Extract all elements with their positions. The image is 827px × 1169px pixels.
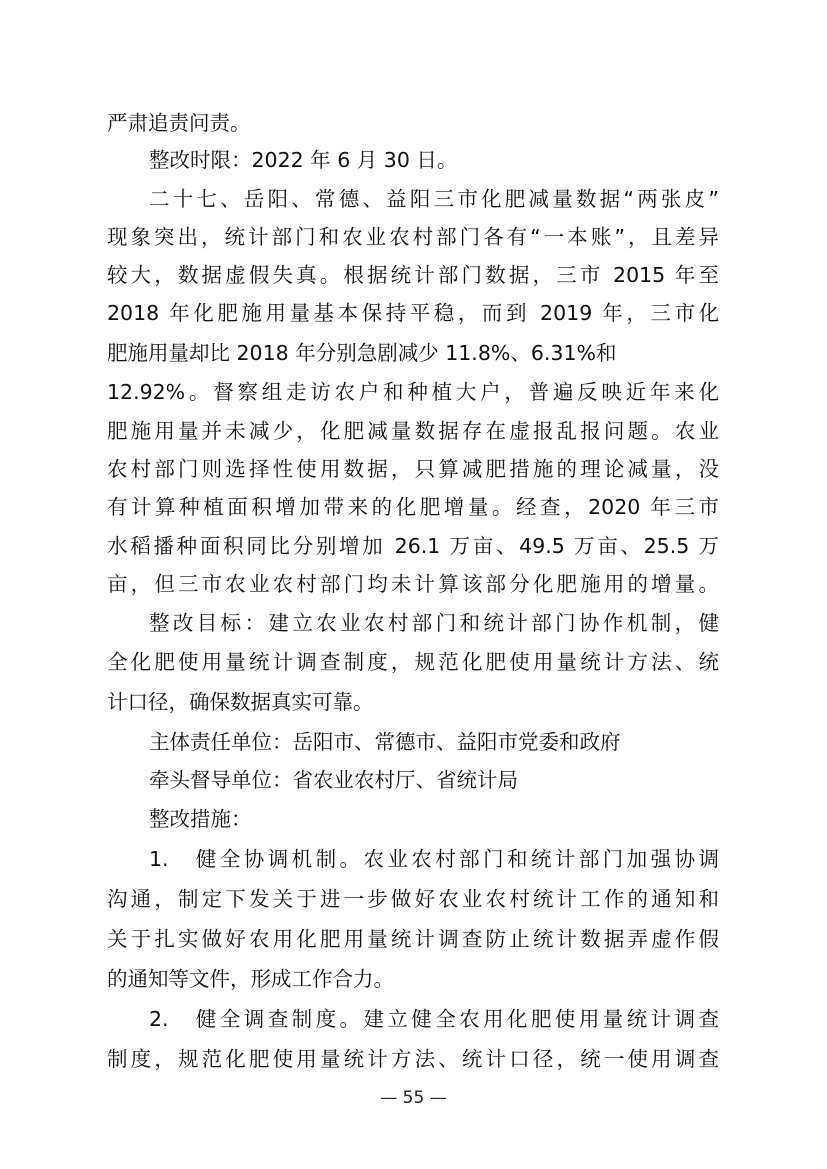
text-line: 农村部门则选择性使用数据，只算减肥措施的理论减量，没 xyxy=(107,457,719,481)
text-line: 关于扎实做好农用化肥用量统计调查防止统计数据弄虚作假 xyxy=(107,927,719,951)
text-line: 全化肥使用量统计调查制度，规范化肥使用量统计方法、统 xyxy=(107,650,719,674)
text-line: 制度，规范化肥使用量统计方法、统计口径，统一使用调查 xyxy=(107,1047,719,1071)
text-line: 肥施用量却比 2018 年分别急剧减少 11.8%、6.31%和 xyxy=(107,341,617,365)
text-line: 整改时限：2022 年 6 月 30 日。 xyxy=(149,148,458,172)
text-line: 亩，但三市农业农村部门均未计算该部分化肥施用的增量。 xyxy=(107,572,719,596)
text-line: 较大，数据虚假失真。根据统计部门数据，三市 2015 年至 xyxy=(107,263,719,287)
text-line: 整改措施： xyxy=(149,807,252,831)
text-line: 计口径，确保数据真实可靠。 xyxy=(107,690,374,714)
text-line: 二十七、岳阳、常德、益阳三市化肥减量数据“两张皮” xyxy=(149,187,719,211)
text-line: 2018 年化肥施用量基本保持平稳，而到 2019 年，三市化 xyxy=(107,301,719,325)
text-line: 2. 健全调查制度。建立健全农用化肥使用量统计调查 xyxy=(149,1007,719,1031)
page-number: — 55 — xyxy=(380,1088,447,1108)
text-line: 沟通，制定下发关于进一步做好农业农村统计工作的通知和 xyxy=(107,887,719,911)
text-line: 有计算种植面积增加带来的化肥增量。经查，2020 年三市 xyxy=(107,495,719,519)
text-line: 的通知等文件，形成工作合力。 xyxy=(107,967,394,991)
text-line: 肥施用量并未减少，化肥减量数据存在虚报乱报问题。农业 xyxy=(107,419,719,443)
text-line: 牵头督导单位：省农业农村厅、省统计局 xyxy=(149,768,518,792)
text-line: 现象突出，统计部门和农业农村部门各有“一本账”，且差异 xyxy=(107,225,719,249)
text-line: 水稻播种面积同比分别增加 26.1 万亩、49.5 万亩、25.5 万 xyxy=(107,534,719,558)
text-line: 严肃追责问责。 xyxy=(107,111,251,135)
text-line: 1. 健全协调机制。农业农村部门和统计部门加强协调 xyxy=(149,847,719,871)
text-line: 12.92%。督察组走访农户和种植大户，普遍反映近年来化 xyxy=(107,380,719,404)
text-line: 整改目标：建立农业农村部门和统计部门协作机制，健 xyxy=(149,611,719,635)
text-line: 主体责任单位：岳阳市、常德市、益阳市党委和政府 xyxy=(149,730,621,754)
